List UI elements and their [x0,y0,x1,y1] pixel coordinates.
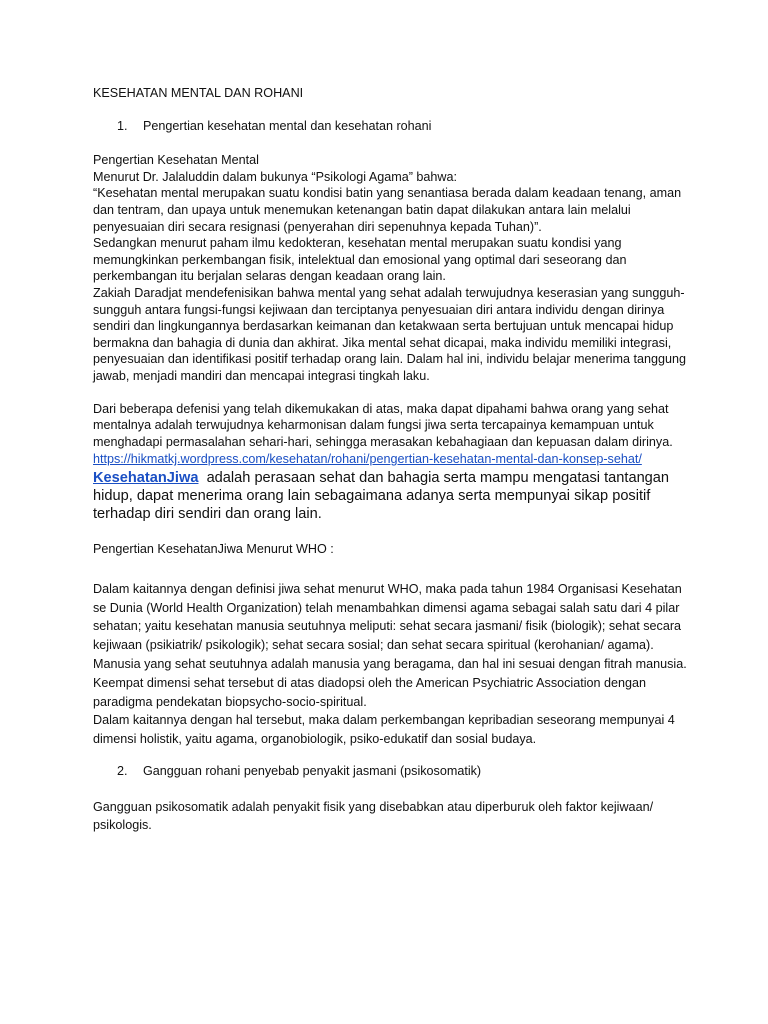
kesehatan-jiwa-definition: adalah perasaan sehat dan bahagia serta mampu mengatasi tantangan hidup, dapat menerima orang lain sebagaimana adanya serta mempunyai sikap positif terhadap diri sendiri dan orang lain. [93,470,670,523]
kesehatan-jiwa-link[interactable]: KesehatanJiwa [93,470,199,487]
who-paragraph-2: Manusia yang sehat seutuhnya adalah manusia yang beragama, dan hal ini sesuai dengan fitrah manusia. Keempat dimensi sehat tersebut di atas diadopsi oleh the American Psychiatric Association dengan paradigma pendekatan biopsycho-socio-spiritual. [93,657,687,709]
section-2-heading [117,763,693,780]
section-2-body: Gangguan psikosomatik adalah penyakit fisik yang disebabkan atau diperburuk oleh faktor kejiwaan/ psikologis. [93,799,654,833]
section-2-title: Gangguan rohani penyebab penyakit jasmani (psikosomatik) [143,764,482,779]
sub-heading: Pengertian Kesehatan Mental [93,153,259,168]
who-paragraph-3: Dalam kaitannya dengan hal tersebut, maka dalam perkembangan kepribadian seseorang mempunyai 4 dimensi holistik, yaitu agama, organobiologik, psiko-edukatif dan sosial budaya. [93,713,675,747]
who-paragraph-1: Dalam kaitannya dengan definisi jiwa sehat menurut WHO, maka pada tahun 1984 Organisasi Kesehatan se Dunia (World Health Organization) telah menambahkan dimensi agama sebagai salah satu dari 4 pilar sehatan; yaitu kesehatan manusia seutuhnya meliputi: sehat secara jasmani/ fisik (biologik); sehat secara kejiwaan (psikiatrik/ psikologik); sehat secara sosial; dan sehat secara spiritual (kerohanian/ agama). [93,581,682,653]
intro-text: Menurut Dr. Jalaluddin dalam bukunya “Psikologi Agama” bahwa: [93,169,458,184]
kedokteran-paragraph: Sedangkan menurut paham ilmu kedokteran, kesehatan mental merupakan suatu kondisi yang memungkinkan perkembangan fisik, intelektual dan emosional yang optimal dari seseorang dan perkembangan itu berjalan selaras dengan keadaan orang lain. [93,236,627,284]
quote-paragraph: “Kesehatan mental merupakan suatu kondisi batin yang senantiasa berada dalam keadaan tenang, aman dan tentram, dan upaya untuk menemukan ketenangan batin dapat dilakukan antara lain melalui penyesuaian diri secara resignasi (penyerahan diri sepenuhnya kepada Tuhan)”. [93,186,682,234]
section-2-number: 2. [117,764,128,779]
summary-paragraph: Dari beberapa defenisi yang telah dikemukakan di atas, maka dapat dipahami bahwa orang yang sehat mentalnya adalah terwujudnya keharmonisan dalam fungsi jiwa serta tercapainya kemampuan untuk menghadapi permasalahan sehari-hari, sehingga merasakan kebahagiaan dan kepuasan dalam dirinya. [93,401,673,449]
who-heading: Pengertian KesehatanJiwa Menurut WHO : [93,542,334,557]
section-1-number: 1. [117,118,128,133]
document-body [93,85,693,835]
section-1-heading [117,118,693,135]
reference-link[interactable]: https://hikmatkj.wordpress.com/kesehatan/rohani/pengertian-kesehatan-mental-dan-konsep-sehat/ [93,452,642,467]
document-title: KESEHATAN MENTAL DAN ROHANI [93,86,304,100]
zakiah-paragraph: Zakiah Daradjat mendefenisikan bahwa mental yang sehat adalah terwujudnya keserasian yang sungguh-sungguh antara fungsi-fungsi kejiwaan dan terciptanya penyesuaian diri antara individu dengan dirinya sendiri dan lingkungannya berdasarkan keimanan dan ketakwaan serta bertujuan untuk mencapai hidup bermakna dan bahagia di dunia dan akhirat. Jika mental sehat dicapai, maka individu memiliki integrasi, penyesuaian dan identifikasi positif terhadap orang lain. Dalam hal ini, individu belajar menerima tanggung jawab, menjadi mandiri dan mencapai integrasi tingkah laku. [93,285,686,383]
section-1-title: Pengertian kesehatan mental dan kesehatan rohani [143,118,432,133]
kesehatan-jiwa-paragraph [93,469,693,523]
